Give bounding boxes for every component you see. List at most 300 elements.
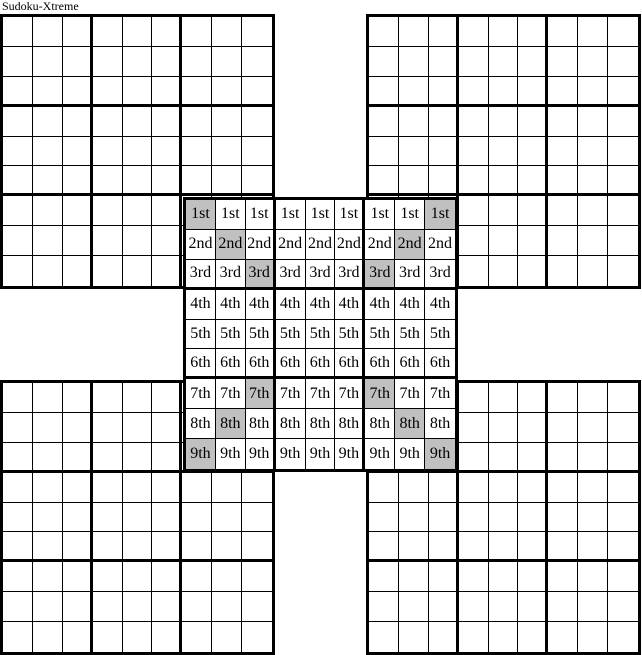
grid-top-left-cell-r4c8[interactable]	[212, 107, 242, 137]
center-cell-r2c9[interactable]: 2nd	[425, 230, 455, 260]
grid-top-left-cell-r3c7[interactable]	[182, 77, 212, 107]
grid-top-left-cell-r9c2[interactable]	[33, 256, 63, 286]
center-cell-r4c9[interactable]: 4th	[425, 290, 455, 320]
center-cell-r6c2[interactable]: 6th	[216, 349, 246, 379]
grid-top-left-cell-r1c9[interactable]	[242, 17, 272, 47]
grid-bottom-left-cell-r2c5[interactable]	[123, 413, 153, 443]
grid-bottom-right-cell-r7c2[interactable]	[399, 562, 429, 592]
grid-bottom-left-cell-r9c1[interactable]	[3, 622, 33, 652]
grid-top-right-cell-r9c5[interactable]	[489, 256, 519, 286]
grid-top-right-cell-r3c5[interactable]	[489, 77, 519, 107]
grid-top-right-cell-r4c7[interactable]	[548, 107, 578, 137]
grid-bottom-right-cell-r9c1[interactable]	[369, 622, 399, 652]
grid-bottom-left-cell-r1c4[interactable]	[93, 383, 123, 413]
grid-top-left-cell-r3c9[interactable]	[242, 77, 272, 107]
grid-top-right-cell-r8c4[interactable]	[459, 226, 489, 256]
grid-top-right-cell-r2c4[interactable]	[459, 47, 489, 77]
grid-top-left-cell-r5c5[interactable]	[123, 137, 153, 167]
center-cell-r5c2[interactable]: 5th	[216, 320, 246, 350]
grid-top-right-cell-r7c4[interactable]	[459, 196, 489, 226]
center-cell-r7c7[interactable]: 7th	[365, 379, 395, 409]
grid-bottom-left-cell-r6c1[interactable]	[3, 532, 33, 562]
grid-top-left-cell-r9c1[interactable]	[3, 256, 33, 286]
grid-top-left-cell-r3c5[interactable]	[123, 77, 153, 107]
grid-top-left-cell-r4c1[interactable]	[3, 107, 33, 137]
grid-top-right-cell-r4c8[interactable]	[578, 107, 608, 137]
center-cell-r3c4[interactable]: 3rd	[276, 260, 306, 290]
center-cell-r9c5[interactable]: 9th	[306, 439, 336, 469]
grid-top-left-cell-r4c2[interactable]	[33, 107, 63, 137]
grid-top-right-cell-r5c4[interactable]	[459, 137, 489, 167]
center-cell-r9c9[interactable]: 9th	[425, 439, 455, 469]
grid-top-left-cell-r2c6[interactable]	[152, 47, 182, 77]
grid-bottom-left-cell-r7c2[interactable]	[33, 562, 63, 592]
grid-top-left-cell-r9c5[interactable]	[123, 256, 153, 286]
grid-top-left-cell-r4c6[interactable]	[152, 107, 182, 137]
grid-top-left-cell-r5c2[interactable]	[33, 137, 63, 167]
grid-top-left-cell-r7c1[interactable]	[3, 196, 33, 226]
grid-bottom-right-cell-r7c6[interactable]	[518, 562, 548, 592]
grid-top-left-cell-r3c1[interactable]	[3, 77, 33, 107]
grid-bottom-right-cell-r5c3[interactable]	[429, 503, 459, 533]
grid-top-right-cell-r1c5[interactable]	[489, 17, 519, 47]
grid-bottom-left-cell-r3c5[interactable]	[123, 443, 153, 473]
grid-top-left-cell-r3c3[interactable]	[63, 77, 93, 107]
grid-bottom-left-cell-r3c6[interactable]	[152, 443, 182, 473]
grid-bottom-right-cell-r3c5[interactable]	[489, 443, 519, 473]
grid-top-right-cell-r4c5[interactable]	[489, 107, 519, 137]
grid-bottom-left-cell-r1c5[interactable]	[123, 383, 153, 413]
grid-bottom-left-cell-r9c5[interactable]	[123, 622, 153, 652]
center-cell-r6c7[interactable]: 6th	[365, 349, 395, 379]
grid-top-right-cell-r4c3[interactable]	[429, 107, 459, 137]
grid-bottom-left-cell-r4c1[interactable]	[3, 473, 33, 503]
center-cell-r4c7[interactable]: 4th	[365, 290, 395, 320]
grid-top-right-cell-r4c2[interactable]	[399, 107, 429, 137]
center-cell-r5c5[interactable]: 5th	[306, 320, 336, 350]
grid-top-right-cell-r5c7[interactable]	[548, 137, 578, 167]
center-cell-r1c7[interactable]: 1st	[365, 200, 395, 230]
grid-top-left-cell-r1c1[interactable]	[3, 17, 33, 47]
grid-top-right-cell-r1c8[interactable]	[578, 17, 608, 47]
center-cell-r9c4[interactable]: 9th	[276, 439, 306, 469]
grid-top-right-cell-r4c9[interactable]	[608, 107, 638, 137]
grid-bottom-right-cell-r5c1[interactable]	[369, 503, 399, 533]
grid-top-left-cell-r8c3[interactable]	[63, 226, 93, 256]
center-cell-r3c3[interactable]: 3rd	[246, 260, 276, 290]
grid-bottom-left-cell-r4c9[interactable]	[242, 473, 272, 503]
grid-top-right-cell-r1c3[interactable]	[429, 17, 459, 47]
grid-top-right-cell-r5c1[interactable]	[369, 137, 399, 167]
center-cell-r5c3[interactable]: 5th	[246, 320, 276, 350]
center-cell-r8c5[interactable]: 8th	[306, 409, 336, 439]
grid-bottom-left-cell-r6c9[interactable]	[242, 532, 272, 562]
center-cell-r2c2[interactable]: 2nd	[216, 230, 246, 260]
grid-top-left-cell-r2c5[interactable]	[123, 47, 153, 77]
grid-top-right-cell-r3c7[interactable]	[548, 77, 578, 107]
grid-bottom-left-cell-r6c2[interactable]	[33, 532, 63, 562]
grid-bottom-left-cell-r8c6[interactable]	[152, 592, 182, 622]
grid-top-right-cell-r4c1[interactable]	[369, 107, 399, 137]
grid-top-left-cell-r5c3[interactable]	[63, 137, 93, 167]
grid-top-right-cell-r5c8[interactable]	[578, 137, 608, 167]
grid-top-left-cell-r9c3[interactable]	[63, 256, 93, 286]
center-cell-r7c8[interactable]: 7th	[395, 379, 425, 409]
grid-top-left-cell-r4c7[interactable]	[182, 107, 212, 137]
grid-bottom-left-cell-r5c2[interactable]	[33, 503, 63, 533]
grid-top-left-cell-r4c9[interactable]	[242, 107, 272, 137]
grid-bottom-right-cell-r2c4[interactable]	[459, 413, 489, 443]
grid-bottom-right-cell-r3c9[interactable]	[608, 443, 638, 473]
grid-top-left-cell-r7c2[interactable]	[33, 196, 63, 226]
grid-top-left-cell-r6c4[interactable]	[93, 166, 123, 196]
grid-bottom-right-cell-r5c4[interactable]	[459, 503, 489, 533]
grid-bottom-left-cell-r7c4[interactable]	[93, 562, 123, 592]
grid-top-right-cell-r6c8[interactable]	[578, 166, 608, 196]
grid-top-right-cell-r9c6[interactable]	[518, 256, 548, 286]
grid-bottom-right-cell-r9c4[interactable]	[459, 622, 489, 652]
grid-bottom-left-cell-r6c5[interactable]	[123, 532, 153, 562]
center-cell-r5c1[interactable]: 5th	[186, 320, 216, 350]
grid-bottom-right-cell-r2c9[interactable]	[608, 413, 638, 443]
grid-bottom-left-cell-r1c1[interactable]	[3, 383, 33, 413]
grid-bottom-left-cell-r5c7[interactable]	[182, 503, 212, 533]
grid-top-right-cell-r5c9[interactable]	[608, 137, 638, 167]
grid-top-left-cell-r2c2[interactable]	[33, 47, 63, 77]
grid-bottom-right-cell-r6c9[interactable]	[608, 532, 638, 562]
center-cell-r2c3[interactable]: 2nd	[246, 230, 276, 260]
grid-bottom-left-cell-r5c9[interactable]	[242, 503, 272, 533]
grid-bottom-left-cell-r6c8[interactable]	[212, 532, 242, 562]
grid-top-right-cell-r8c5[interactable]	[489, 226, 519, 256]
grid-bottom-right-cell-r2c5[interactable]	[489, 413, 519, 443]
grid-bottom-right-cell-r5c2[interactable]	[399, 503, 429, 533]
grid-top-right-cell-r3c3[interactable]	[429, 77, 459, 107]
grid-top-left-cell-r5c9[interactable]	[242, 137, 272, 167]
grid-bottom-right-cell-r3c7[interactable]	[548, 443, 578, 473]
center-cell-r8c7[interactable]: 8th	[365, 409, 395, 439]
grid-bottom-right-cell-r1c6[interactable]	[518, 383, 548, 413]
grid-top-left-cell-r2c8[interactable]	[212, 47, 242, 77]
grid-top-right-cell-r2c8[interactable]	[578, 47, 608, 77]
grid-bottom-right-cell-r1c8[interactable]	[578, 383, 608, 413]
center-cell-r2c8[interactable]: 2nd	[395, 230, 425, 260]
grid-bottom-left-cell-r9c3[interactable]	[63, 622, 93, 652]
grid-bottom-right-cell-r7c5[interactable]	[489, 562, 519, 592]
grid-top-right-cell-r8c8[interactable]	[578, 226, 608, 256]
grid-top-left-cell-r2c9[interactable]	[242, 47, 272, 77]
grid-bottom-left-cell-r1c2[interactable]	[33, 383, 63, 413]
center-cell-r7c6[interactable]: 7th	[335, 379, 365, 409]
center-cell-r3c8[interactable]: 3rd	[395, 260, 425, 290]
grid-bottom-left-cell-r2c1[interactable]	[3, 413, 33, 443]
grid-top-left-cell-r9c6[interactable]	[152, 256, 182, 286]
grid-bottom-left-cell-r6c7[interactable]	[182, 532, 212, 562]
grid-bottom-left-cell-r3c1[interactable]	[3, 443, 33, 473]
grid-bottom-right-cell-r4c7[interactable]	[548, 473, 578, 503]
grid-bottom-right-cell-r4c5[interactable]	[489, 473, 519, 503]
grid-top-left-cell-r8c5[interactable]	[123, 226, 153, 256]
grid-bottom-right-cell-r6c8[interactable]	[578, 532, 608, 562]
grid-bottom-left-cell-r3c2[interactable]	[33, 443, 63, 473]
grid-bottom-right-cell-r9c7[interactable]	[548, 622, 578, 652]
grid-bottom-right-cell-r3c8[interactable]	[578, 443, 608, 473]
center-cell-r4c6[interactable]: 4th	[335, 290, 365, 320]
center-cell-r6c8[interactable]: 6th	[395, 349, 425, 379]
grid-bottom-left-cell-r8c7[interactable]	[182, 592, 212, 622]
center-cell-r2c7[interactable]: 2nd	[365, 230, 395, 260]
center-cell-r6c6[interactable]: 6th	[335, 349, 365, 379]
center-cell-r1c9[interactable]: 1st	[425, 200, 455, 230]
grid-bottom-right-cell-r9c6[interactable]	[518, 622, 548, 652]
grid-top-left-cell-r1c6[interactable]	[152, 17, 182, 47]
grid-bottom-right-cell-r8c4[interactable]	[459, 592, 489, 622]
grid-top-right-cell-r8c6[interactable]	[518, 226, 548, 256]
grid-bottom-left-cell-r4c8[interactable]	[212, 473, 242, 503]
center-cell-r4c5[interactable]: 4th	[306, 290, 336, 320]
grid-bottom-right-cell-r5c9[interactable]	[608, 503, 638, 533]
grid-top-left-cell-r5c8[interactable]	[212, 137, 242, 167]
center-cell-r4c3[interactable]: 4th	[246, 290, 276, 320]
center-cell-r5c7[interactable]: 5th	[365, 320, 395, 350]
grid-bottom-right-cell-r4c9[interactable]	[608, 473, 638, 503]
grid-bottom-right-cell-r3c6[interactable]	[518, 443, 548, 473]
grid-top-left-cell-r9c4[interactable]	[93, 256, 123, 286]
grid-bottom-left-cell-r3c4[interactable]	[93, 443, 123, 473]
grid-bottom-right-cell-r1c4[interactable]	[459, 383, 489, 413]
center-cell-r7c3[interactable]: 7th	[246, 379, 276, 409]
grid-top-right-cell-r7c5[interactable]	[489, 196, 519, 226]
grid-bottom-right-cell-r6c4[interactable]	[459, 532, 489, 562]
grid-bottom-left-cell-r4c7[interactable]	[182, 473, 212, 503]
grid-top-right-cell-r6c4[interactable]	[459, 166, 489, 196]
grid-top-right-cell-r6c2[interactable]	[399, 166, 429, 196]
grid-top-left-cell-r7c5[interactable]	[123, 196, 153, 226]
grid-bottom-right-cell-r6c3[interactable]	[429, 532, 459, 562]
center-cell-r5c6[interactable]: 5th	[335, 320, 365, 350]
grid-bottom-left-cell-r8c3[interactable]	[63, 592, 93, 622]
grid-bottom-left-cell-r7c5[interactable]	[123, 562, 153, 592]
grid-top-right-cell-r2c7[interactable]	[548, 47, 578, 77]
grid-top-left-cell-r2c7[interactable]	[182, 47, 212, 77]
grid-top-left-cell-r3c8[interactable]	[212, 77, 242, 107]
grid-top-right-cell-r6c6[interactable]	[518, 166, 548, 196]
grid-bottom-right-cell-r1c9[interactable]	[608, 383, 638, 413]
grid-bottom-left-cell-r7c1[interactable]	[3, 562, 33, 592]
grid-bottom-left-cell-r9c8[interactable]	[212, 622, 242, 652]
grid-top-right-cell-r1c9[interactable]	[608, 17, 638, 47]
grid-top-right-cell-r4c6[interactable]	[518, 107, 548, 137]
center-cell-r8c3[interactable]: 8th	[246, 409, 276, 439]
grid-bottom-right-cell-r6c6[interactable]	[518, 532, 548, 562]
grid-top-left-cell-r5c6[interactable]	[152, 137, 182, 167]
grid-top-right-cell-r9c7[interactable]	[548, 256, 578, 286]
grid-top-right-cell-r2c1[interactable]	[369, 47, 399, 77]
center-cell-r7c4[interactable]: 7th	[276, 379, 306, 409]
grid-bottom-right-cell-r8c8[interactable]	[578, 592, 608, 622]
grid-top-left-cell-r1c7[interactable]	[182, 17, 212, 47]
grid-top-right-cell-r7c9[interactable]	[608, 196, 638, 226]
grid-bottom-right-cell-r8c3[interactable]	[429, 592, 459, 622]
grid-top-left-cell-r8c6[interactable]	[152, 226, 182, 256]
center-cell-r7c9[interactable]: 7th	[425, 379, 455, 409]
center-cell-r1c5[interactable]: 1st	[306, 200, 336, 230]
grid-top-left-cell-r6c5[interactable]	[123, 166, 153, 196]
grid-top-right-cell-r7c7[interactable]	[548, 196, 578, 226]
grid-top-right-cell-r9c4[interactable]	[459, 256, 489, 286]
grid-top-right-cell-r6c5[interactable]	[489, 166, 519, 196]
grid-bottom-right-cell-r8c1[interactable]	[369, 592, 399, 622]
center-cell-r1c6[interactable]: 1st	[335, 200, 365, 230]
grid-bottom-right-cell-r4c6[interactable]	[518, 473, 548, 503]
grid-top-right-cell-r1c6[interactable]	[518, 17, 548, 47]
grid-top-left-cell-r1c3[interactable]	[63, 17, 93, 47]
grid-top-right-cell-r2c3[interactable]	[429, 47, 459, 77]
grid-bottom-left-cell-r7c6[interactable]	[152, 562, 182, 592]
grid-top-left-cell-r2c1[interactable]	[3, 47, 33, 77]
grid-top-left-cell-r6c7[interactable]	[182, 166, 212, 196]
grid-bottom-right-cell-r8c7[interactable]	[548, 592, 578, 622]
center-cell-r3c6[interactable]: 3rd	[335, 260, 365, 290]
grid-top-left-cell-r6c3[interactable]	[63, 166, 93, 196]
grid-bottom-right-cell-r7c8[interactable]	[578, 562, 608, 592]
grid-bottom-left-cell-r5c8[interactable]	[212, 503, 242, 533]
grid-bottom-left-cell-r6c6[interactable]	[152, 532, 182, 562]
center-cell-r1c3[interactable]: 1st	[246, 200, 276, 230]
grid-bottom-right-cell-r6c7[interactable]	[548, 532, 578, 562]
grid-bottom-right-cell-r9c9[interactable]	[608, 622, 638, 652]
grid-bottom-left-cell-r8c5[interactable]	[123, 592, 153, 622]
grid-bottom-left-cell-r1c3[interactable]	[63, 383, 93, 413]
center-cell-r5c8[interactable]: 5th	[395, 320, 425, 350]
grid-bottom-left-cell-r8c4[interactable]	[93, 592, 123, 622]
center-cell-r2c6[interactable]: 2nd	[335, 230, 365, 260]
center-cell-r1c4[interactable]: 1st	[276, 200, 306, 230]
grid-bottom-right-cell-r5c6[interactable]	[518, 503, 548, 533]
grid-top-right-cell-r2c6[interactable]	[518, 47, 548, 77]
grid-bottom-left-cell-r8c9[interactable]	[242, 592, 272, 622]
grid-top-right-cell-r5c2[interactable]	[399, 137, 429, 167]
grid-top-left-cell-r5c1[interactable]	[3, 137, 33, 167]
grid-top-right-cell-r3c2[interactable]	[399, 77, 429, 107]
grid-bottom-left-cell-r8c8[interactable]	[212, 592, 242, 622]
grid-bottom-right-cell-r6c2[interactable]	[399, 532, 429, 562]
grid-top-left-cell-r5c4[interactable]	[93, 137, 123, 167]
grid-top-left-cell-r7c6[interactable]	[152, 196, 182, 226]
grid-top-right-cell-r3c1[interactable]	[369, 77, 399, 107]
grid-bottom-right-cell-r4c8[interactable]	[578, 473, 608, 503]
grid-bottom-left-cell-r5c5[interactable]	[123, 503, 153, 533]
grid-top-right-cell-r1c2[interactable]	[399, 17, 429, 47]
grid-top-right-cell-r2c9[interactable]	[608, 47, 638, 77]
grid-bottom-right-cell-r4c1[interactable]	[369, 473, 399, 503]
grid-bottom-right-cell-r5c8[interactable]	[578, 503, 608, 533]
grid-bottom-right-cell-r1c7[interactable]	[548, 383, 578, 413]
grid-top-left-cell-r7c3[interactable]	[63, 196, 93, 226]
grid-bottom-left-cell-r2c4[interactable]	[93, 413, 123, 443]
grid-top-left-cell-r3c2[interactable]	[33, 77, 63, 107]
grid-bottom-left-cell-r4c6[interactable]	[152, 473, 182, 503]
grid-top-left-cell-r6c6[interactable]	[152, 166, 182, 196]
grid-top-right-cell-r1c4[interactable]	[459, 17, 489, 47]
grid-top-right-cell-r4c4[interactable]	[459, 107, 489, 137]
center-cell-r3c9[interactable]: 3rd	[425, 260, 455, 290]
grid-top-right-cell-r3c6[interactable]	[518, 77, 548, 107]
grid-bottom-left-cell-r4c3[interactable]	[63, 473, 93, 503]
grid-top-right-cell-r3c8[interactable]	[578, 77, 608, 107]
grid-bottom-right-cell-r9c3[interactable]	[429, 622, 459, 652]
grid-top-left-cell-r6c8[interactable]	[212, 166, 242, 196]
grid-top-left-cell-r4c3[interactable]	[63, 107, 93, 137]
center-cell-r7c2[interactable]: 7th	[216, 379, 246, 409]
grid-bottom-right-cell-r1c5[interactable]	[489, 383, 519, 413]
grid-bottom-left-cell-r9c9[interactable]	[242, 622, 272, 652]
center-cell-r2c5[interactable]: 2nd	[306, 230, 336, 260]
grid-bottom-right-cell-r4c3[interactable]	[429, 473, 459, 503]
grid-bottom-right-cell-r8c6[interactable]	[518, 592, 548, 622]
grid-top-left-cell-r5c7[interactable]	[182, 137, 212, 167]
center-cell-r2c4[interactable]: 2nd	[276, 230, 306, 260]
grid-bottom-left-cell-r3c3[interactable]	[63, 443, 93, 473]
grid-bottom-left-cell-r9c4[interactable]	[93, 622, 123, 652]
grid-bottom-right-cell-r9c5[interactable]	[489, 622, 519, 652]
grid-bottom-left-cell-r4c4[interactable]	[93, 473, 123, 503]
center-cell-r9c2[interactable]: 9th	[216, 439, 246, 469]
grid-top-left-cell-r1c2[interactable]	[33, 17, 63, 47]
grid-top-right-cell-r5c6[interactable]	[518, 137, 548, 167]
grid-top-left-cell-r4c4[interactable]	[93, 107, 123, 137]
center-cell-r8c2[interactable]: 8th	[216, 409, 246, 439]
grid-top-right-cell-r6c3[interactable]	[429, 166, 459, 196]
grid-bottom-left-cell-r1c6[interactable]	[152, 383, 182, 413]
grid-bottom-right-cell-r2c7[interactable]	[548, 413, 578, 443]
center-cell-r2c1[interactable]: 2nd	[186, 230, 216, 260]
grid-bottom-left-cell-r7c7[interactable]	[182, 562, 212, 592]
center-cell-r3c2[interactable]: 3rd	[216, 260, 246, 290]
grid-top-right-cell-r2c2[interactable]	[399, 47, 429, 77]
grid-bottom-left-cell-r2c3[interactable]	[63, 413, 93, 443]
center-cell-r1c2[interactable]: 1st	[216, 200, 246, 230]
grid-top-left-cell-r2c3[interactable]	[63, 47, 93, 77]
grid-top-left-cell-r1c5[interactable]	[123, 17, 153, 47]
grid-bottom-right-cell-r9c2[interactable]	[399, 622, 429, 652]
grid-bottom-right-cell-r2c8[interactable]	[578, 413, 608, 443]
grid-top-right-cell-r9c9[interactable]	[608, 256, 638, 286]
grid-top-left-cell-r6c1[interactable]	[3, 166, 33, 196]
grid-bottom-left-cell-r4c2[interactable]	[33, 473, 63, 503]
grid-bottom-right-cell-r6c1[interactable]	[369, 532, 399, 562]
grid-top-right-cell-r8c7[interactable]	[548, 226, 578, 256]
grid-bottom-left-cell-r6c4[interactable]	[93, 532, 123, 562]
center-cell-r8c9[interactable]: 8th	[425, 409, 455, 439]
grid-bottom-left-cell-r2c2[interactable]	[33, 413, 63, 443]
grid-bottom-left-cell-r7c8[interactable]	[212, 562, 242, 592]
grid-top-left-cell-r6c2[interactable]	[33, 166, 63, 196]
grid-top-right-cell-r5c5[interactable]	[489, 137, 519, 167]
center-cell-r1c1[interactable]: 1st	[186, 200, 216, 230]
grid-top-left-cell-r6c9[interactable]	[242, 166, 272, 196]
grid-top-right-cell-r1c1[interactable]	[369, 17, 399, 47]
grid-top-left-cell-r3c4[interactable]	[93, 77, 123, 107]
center-cell-r7c1[interactable]: 7th	[186, 379, 216, 409]
grid-bottom-left-cell-r6c3[interactable]	[63, 532, 93, 562]
grid-top-left-cell-r4c5[interactable]	[123, 107, 153, 137]
grid-bottom-left-cell-r5c6[interactable]	[152, 503, 182, 533]
grid-bottom-right-cell-r7c1[interactable]	[369, 562, 399, 592]
grid-bottom-right-cell-r4c2[interactable]	[399, 473, 429, 503]
center-cell-r4c1[interactable]: 4th	[186, 290, 216, 320]
grid-bottom-left-cell-r9c6[interactable]	[152, 622, 182, 652]
